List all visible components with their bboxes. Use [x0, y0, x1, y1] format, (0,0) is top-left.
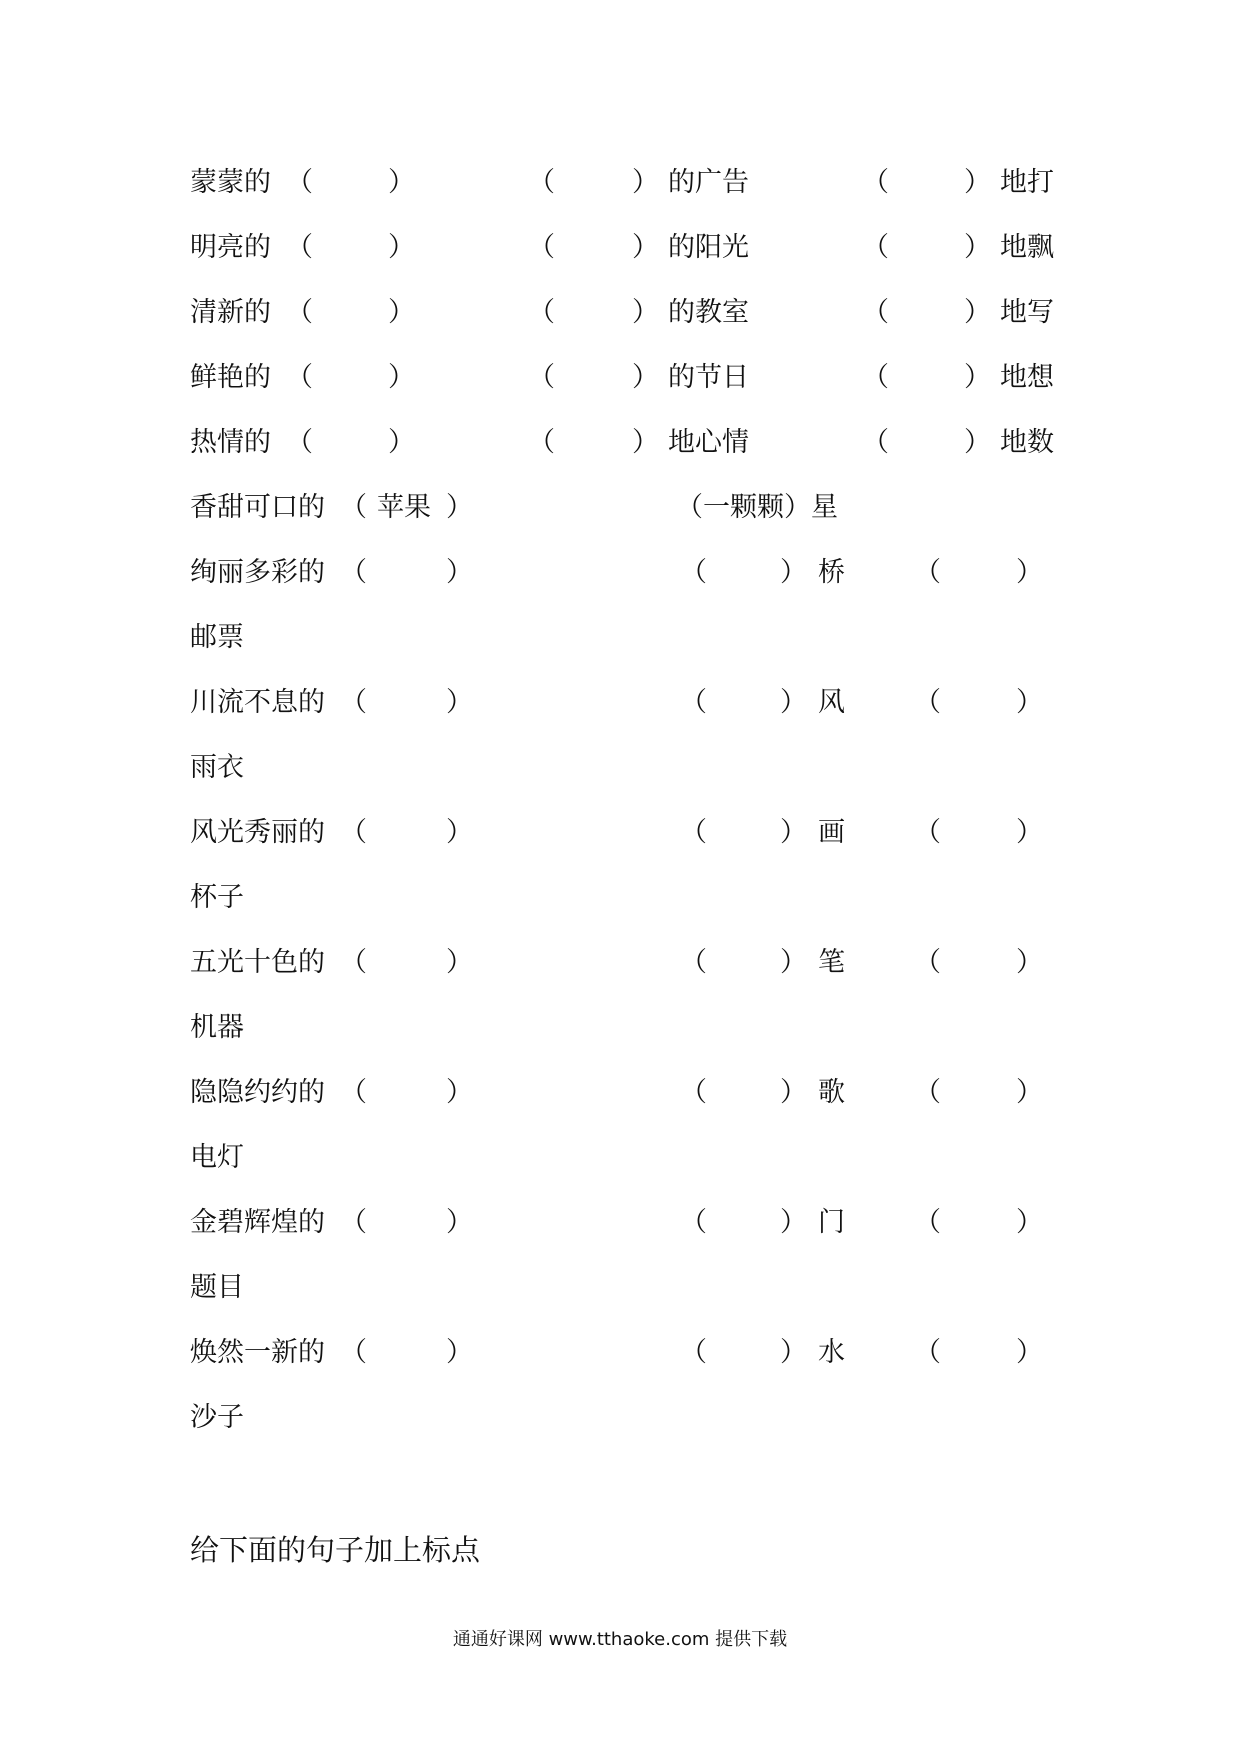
blank-close: ） — [780, 1077, 807, 1108]
blank-close: ） — [964, 362, 991, 393]
phrase-left: 蒙蒙的 — [190, 167, 271, 198]
footer-credit: 通通好课网 www.tthaoke.com 提供下载 — [452, 1629, 788, 1650]
blank-close: ） — [780, 947, 807, 978]
match-row-6-wrap — [0, 1268, 1240, 1308]
blank-open: （ — [914, 1337, 941, 1368]
blank-close: ） — [780, 817, 807, 848]
blank-close: ） — [1016, 1337, 1043, 1368]
blank-open: （ — [680, 557, 707, 588]
blank-open: （ — [286, 232, 313, 263]
phrase-row-1 — [0, 163, 1240, 203]
blank-open: （ — [528, 167, 555, 198]
blank-close: ） — [780, 1337, 807, 1368]
match-row-3 — [0, 813, 1240, 853]
blank-close: ） — [1016, 687, 1043, 718]
phrase-middle: 笔 — [818, 947, 845, 978]
blank-close: ） — [388, 167, 415, 198]
blank-open: （ — [862, 427, 889, 458]
blank-close: ） — [1016, 557, 1043, 588]
blank-open: （ — [286, 297, 313, 328]
phrase-left: 鲜艳的 — [190, 362, 271, 393]
blank-open: （ — [914, 1077, 941, 1108]
phrase-right: 地写 — [1000, 297, 1054, 328]
match-row-4 — [0, 943, 1240, 983]
phrase-middle: 地心情 — [668, 427, 749, 458]
blank-close: ） — [632, 167, 659, 198]
blank-close: ） — [446, 557, 473, 588]
blank-open: （ — [680, 1077, 707, 1108]
phrase-left: 金碧辉煌的 — [190, 1207, 325, 1238]
phrase-left: 川流不息的 — [190, 687, 325, 718]
blank-close: ） — [1016, 817, 1043, 848]
blank-open: （ — [862, 297, 889, 328]
section-heading: 给下面的句子加上标点 — [190, 1533, 481, 1567]
phrase-left: 热情的 — [190, 427, 271, 458]
blank-open: （ — [340, 947, 367, 978]
blank-close: ） — [632, 232, 659, 263]
blank-open: （ — [286, 167, 313, 198]
phrase-left: 绚丽多彩的 — [190, 557, 325, 588]
blank-close: ） — [964, 232, 991, 263]
blank-close: ） — [780, 687, 807, 718]
phrase-row-5 — [0, 423, 1240, 463]
match-row-5-wrap — [0, 1138, 1240, 1178]
phrase-wrap: 机器 — [190, 1012, 244, 1043]
phrase-left: 五光十色的 — [190, 947, 325, 978]
blank-close: ） — [446, 1207, 473, 1238]
blank-close: ） — [388, 362, 415, 393]
match-row-2 — [0, 683, 1240, 723]
phrase-middle: 的阳光 — [668, 232, 749, 263]
phrase-left: 隐隐约约的 — [190, 1077, 325, 1108]
blank-open: （ — [862, 167, 889, 198]
example-row — [0, 488, 1240, 528]
phrase-row-3 — [0, 293, 1240, 333]
blank-open: （ — [680, 1207, 707, 1238]
blank-close: ） — [780, 557, 807, 588]
blank-open: （ — [340, 1077, 367, 1108]
blank-open: （ — [680, 1337, 707, 1368]
blank-close: ） — [964, 167, 991, 198]
phrase-wrap: 题目 — [190, 1272, 244, 1303]
phrase-row-4 — [0, 358, 1240, 398]
blank-open: （ — [286, 427, 313, 458]
match-row-1 — [0, 553, 1240, 593]
phrase-wrap: 沙子 — [190, 1402, 244, 1433]
blank-close: ） — [964, 427, 991, 458]
phrase-middle: 水 — [818, 1337, 845, 1368]
blank-open: （ — [680, 947, 707, 978]
blank-close: ） — [388, 232, 415, 263]
blank-close: ） — [1016, 1077, 1043, 1108]
match-row-5 — [0, 1073, 1240, 1113]
blank-close: ） — [780, 1207, 807, 1238]
blank-open: （ — [914, 557, 941, 588]
blank-open: （ — [528, 232, 555, 263]
phrase-middle: 歌 — [818, 1077, 845, 1108]
blank-open: （ — [914, 947, 941, 978]
match-row-6 — [0, 1203, 1240, 1243]
blank-open: （ — [340, 817, 367, 848]
blank-close: ） — [446, 947, 473, 978]
phrase-left: 风光秀丽的 — [190, 817, 325, 848]
phrase-wrap: 电灯 — [190, 1142, 244, 1173]
blank-open: （ — [340, 687, 367, 718]
match-row-7-wrap — [0, 1398, 1240, 1438]
blank-open: （ — [862, 232, 889, 263]
blank-close: ） — [446, 492, 473, 523]
phrase-middle: 画 — [818, 817, 845, 848]
blank-open: （ — [914, 817, 941, 848]
phrase-middle: 桥 — [818, 557, 845, 588]
blank-open: （ — [680, 817, 707, 848]
blank-open: （ — [528, 297, 555, 328]
blank-close: ） — [632, 427, 659, 458]
blank-open: （ — [914, 687, 941, 718]
blank-open: （ — [680, 687, 707, 718]
blank-open: （ — [862, 362, 889, 393]
phrase-wrap: 邮票 — [190, 622, 244, 653]
blank-close: ） — [446, 1337, 473, 1368]
blank-open: （ — [286, 362, 313, 393]
example-phrase: 香甜可口的 — [190, 492, 325, 523]
blank-open: （ — [340, 1207, 367, 1238]
blank-open: （ — [340, 1337, 367, 1368]
match-row-7 — [0, 1333, 1240, 1373]
example-answer: 苹果 — [377, 492, 431, 523]
phrase-middle: 的节日 — [668, 362, 749, 393]
phrase-middle: 门 — [818, 1207, 845, 1238]
phrase-middle: 的广告 — [668, 167, 749, 198]
phrase-right: 地数 — [1000, 427, 1054, 458]
phrase-left: 明亮的 — [190, 232, 271, 263]
blank-open: （ — [914, 1207, 941, 1238]
match-row-1-wrap — [0, 618, 1240, 658]
blank-open: （ — [528, 362, 555, 393]
match-row-3-wrap — [0, 878, 1240, 918]
phrase-right: 地想 — [1000, 362, 1054, 393]
blank-close: ） — [388, 427, 415, 458]
blank-close: ） — [446, 817, 473, 848]
phrase-middle: 风 — [818, 687, 845, 718]
phrase-middle: 的教室 — [668, 297, 749, 328]
blank-open: （ — [340, 492, 367, 523]
phrase-left: 清新的 — [190, 297, 271, 328]
blank-close: ） — [446, 687, 473, 718]
blank-close: ） — [1016, 1207, 1043, 1238]
blank-close: ） — [1016, 947, 1043, 978]
blank-open: （ — [340, 557, 367, 588]
example-measure: （一颗颗）星 — [676, 492, 838, 523]
blank-close: ） — [388, 297, 415, 328]
phrase-row-2 — [0, 228, 1240, 268]
phrase-right: 地打 — [1000, 167, 1054, 198]
blank-close: ） — [632, 297, 659, 328]
match-row-2-wrap — [0, 748, 1240, 788]
phrase-left: 焕然一新的 — [190, 1337, 325, 1368]
blank-close: ） — [446, 1077, 473, 1108]
blank-close: ） — [632, 362, 659, 393]
match-row-4-wrap — [0, 1008, 1240, 1048]
phrase-wrap: 杯子 — [190, 882, 244, 913]
phrase-right: 地飘 — [1000, 232, 1054, 263]
blank-open: （ — [528, 427, 555, 458]
phrase-wrap: 雨衣 — [190, 752, 244, 783]
blank-close: ） — [964, 297, 991, 328]
